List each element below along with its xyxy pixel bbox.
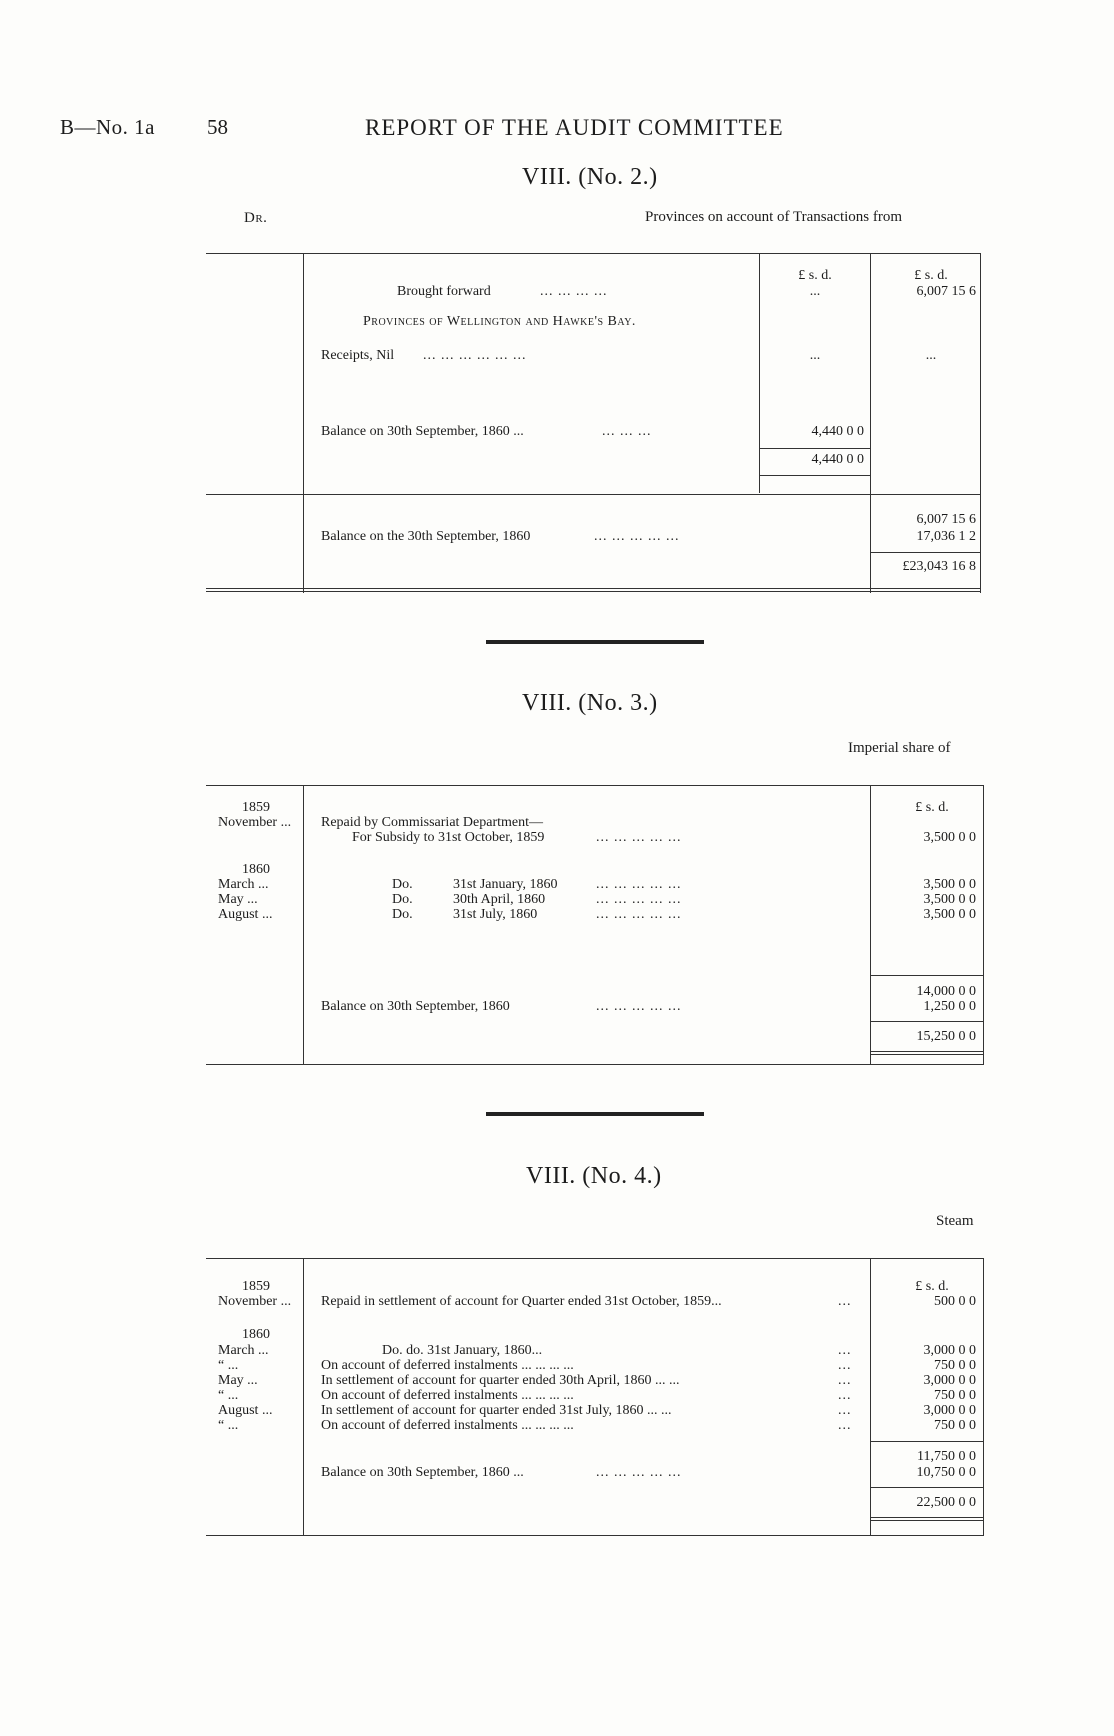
- table-top-rule: [206, 253, 981, 254]
- leader-dots: ... ... ... ... ...: [596, 892, 682, 907]
- value-cell: 3,500 0 0: [923, 830, 976, 845]
- value-cell: 17,036 1 2: [916, 529, 976, 544]
- column-rule: [759, 253, 760, 493]
- entry-text: On account of deferred instalments ... ... ... ...: [321, 1388, 574, 1403]
- entry-text: Repaid by Commissariat Department—: [321, 815, 544, 830]
- section-divider: [486, 640, 704, 644]
- month-label: August ...: [218, 907, 273, 922]
- section-subtitle: Imperial share of: [848, 740, 951, 756]
- value-cell: ...: [809, 348, 821, 363]
- month-label: March ...: [218, 1343, 269, 1358]
- leader-dots: ...: [838, 1388, 852, 1403]
- column-rule: [303, 785, 304, 1065]
- value-cell: ...: [809, 284, 821, 299]
- value-cell: 3,000 0 0: [923, 1373, 976, 1388]
- column-rule: [303, 253, 304, 593]
- ditto: Do.: [392, 892, 413, 907]
- leader-dots: ...: [838, 1403, 852, 1418]
- column-header: £ s. d.: [915, 1279, 949, 1294]
- value-cell: 6,007 15 6: [916, 284, 976, 299]
- value-cell: 750 0 0: [934, 1358, 976, 1373]
- value-cell: 14,000 0 0: [916, 984, 976, 999]
- value-cell: 10,750 0 0: [916, 1465, 976, 1480]
- sum-rule: [759, 475, 870, 476]
- total-cell: £23,043 16 8: [902, 559, 976, 574]
- balance-label: Balance on 30th September, 1860 ...: [321, 1465, 524, 1480]
- month-label: “ ...: [218, 1358, 239, 1373]
- value-cell: 3,000 0 0: [923, 1403, 976, 1418]
- value-cell: 500 0 0: [934, 1294, 976, 1309]
- page-title: REPORT OF THE AUDIT COMMITTEE: [365, 115, 784, 140]
- month-label: August ...: [218, 1403, 273, 1418]
- subtotal-cell: 4,440 0 0: [811, 452, 864, 467]
- column-rule: [303, 1258, 304, 1536]
- month-label: May ...: [218, 1373, 258, 1388]
- year-label: 1860: [242, 1327, 270, 1342]
- column-rule: [983, 1258, 984, 1536]
- sum-rule: [870, 1021, 983, 1022]
- leader-dots: ... ... ... ... ...: [596, 830, 682, 845]
- document-reference: B—No. 1a: [60, 115, 155, 139]
- table-mid-rule: [206, 494, 981, 495]
- value-cell: 750 0 0: [934, 1388, 976, 1403]
- leader-dots: ...: [838, 1373, 852, 1388]
- column-rule: [870, 785, 871, 1065]
- column-header: £ s. d.: [914, 268, 948, 283]
- value-cell: 3,500 0 0: [923, 907, 976, 922]
- leader-dots: ...: [838, 1358, 852, 1373]
- sum-rule: [759, 448, 870, 449]
- month-label: “ ...: [218, 1388, 239, 1403]
- leader-dots: ... ... ... ...: [540, 284, 608, 299]
- entry-text: In settlement of account for quarter ended 31st July, 1860 ... ...: [321, 1403, 672, 1418]
- sum-rule: [870, 1487, 983, 1488]
- table-bottom-rule: [206, 1064, 984, 1065]
- section-title: VIII. (No. 4.): [526, 1163, 662, 1189]
- leader-dots: ... ... ... ... ...: [596, 1465, 682, 1480]
- leader-dots: ... ... ... ... ... ...: [423, 348, 527, 363]
- section-subtitle: Provinces on account of Transactions from: [645, 209, 903, 225]
- sum-rule: [870, 975, 983, 976]
- year-label: 1860: [242, 862, 270, 877]
- leader-dots: ... ... ...: [602, 424, 652, 439]
- double-rule: [870, 1051, 983, 1055]
- sum-rule: [870, 552, 980, 553]
- value-cell: 750 0 0: [934, 1418, 976, 1433]
- month-label: May ...: [218, 892, 258, 907]
- ditto: Do.: [392, 907, 413, 922]
- value-cell: 4,440 0 0: [811, 424, 864, 439]
- leader-dots: ...: [838, 1418, 852, 1433]
- leader-dots: ...: [838, 1294, 852, 1309]
- section-title: VIII. (No. 3.): [522, 690, 658, 716]
- total-cell: 22,500 0 0: [916, 1495, 976, 1510]
- section-divider: [486, 1112, 704, 1116]
- entry-text: In settlement of account for quarter ended 30th April, 1860 ... ...: [321, 1373, 680, 1388]
- column-header: £ s. d.: [915, 800, 949, 815]
- table-top-rule: [206, 785, 984, 786]
- year-label: 1859: [242, 1279, 270, 1294]
- month-label: “ ...: [218, 1418, 239, 1433]
- column-rule: [980, 253, 981, 593]
- double-rule: [870, 1517, 983, 1521]
- entry-text: On account of deferred instalments ... ... ... ...: [321, 1418, 574, 1433]
- total-cell: 15,250 0 0: [916, 1029, 976, 1044]
- column-rule: [983, 785, 984, 1065]
- leader-dots: ...: [838, 1343, 852, 1358]
- value-cell: 3,000 0 0: [923, 1343, 976, 1358]
- receipts-label: Receipts, Nil: [321, 348, 395, 363]
- entry-text: 30th April, 1860: [453, 892, 546, 907]
- page-number: 58: [207, 115, 228, 139]
- value-cell: 3,500 0 0: [923, 892, 976, 907]
- entry-text: 31st July, 1860: [453, 907, 538, 922]
- ditto: Do.: [392, 877, 413, 892]
- month-label: November ...: [218, 815, 292, 830]
- year-label: 1859: [242, 800, 270, 815]
- value-cell: 3,500 0 0: [923, 877, 976, 892]
- table-bottom-rule: [206, 1535, 984, 1536]
- sum-rule: [870, 1441, 983, 1442]
- value-cell: 1,250 0 0: [923, 999, 976, 1014]
- brought-forward-label: Brought forward: [397, 284, 491, 299]
- column-header: £ s. d.: [798, 268, 832, 283]
- entry-text: Repaid in settlement of account for Quarter ended 31st October, 1859...: [321, 1294, 722, 1309]
- leader-dots: ... ... ... ... ...: [594, 529, 680, 544]
- table-top-rule: [206, 1258, 984, 1259]
- balance-label: Balance on 30th September, 1860: [321, 999, 510, 1014]
- leader-dots: ... ... ... ... ...: [596, 999, 682, 1014]
- column-rule: [870, 253, 871, 593]
- leader-dots: ... ... ... ... ...: [596, 877, 682, 892]
- month-label: March ...: [218, 877, 269, 892]
- balance-label: Balance on 30th September, 1860 ...: [321, 424, 524, 439]
- provinces-heading: Provinces of Wellington and Hawke's Bay.: [363, 314, 636, 329]
- section-subtitle: Steam: [936, 1213, 974, 1229]
- dr-label: Dr.: [244, 210, 268, 226]
- table-bottom-rule: [206, 588, 981, 592]
- leader-dots: ... ... ... ... ...: [596, 907, 682, 922]
- balance-label: Balance on the 30th September, 1860: [321, 529, 531, 544]
- column-rule: [870, 1258, 871, 1536]
- value-cell: 6,007 15 6: [916, 512, 976, 527]
- section-title: VIII. (No. 2.): [522, 164, 658, 190]
- value-cell: ...: [925, 348, 937, 363]
- entry-text: On account of deferred instalments ... ... ... ...: [321, 1358, 574, 1373]
- month-label: November ...: [218, 1294, 292, 1309]
- entry-text: For Subsidy to 31st October, 1859: [352, 830, 545, 845]
- entry-text: 31st January, 1860: [453, 877, 558, 892]
- entry-text: Do. do. 31st January, 1860...: [382, 1343, 543, 1358]
- value-cell: 11,750 0 0: [917, 1449, 976, 1464]
